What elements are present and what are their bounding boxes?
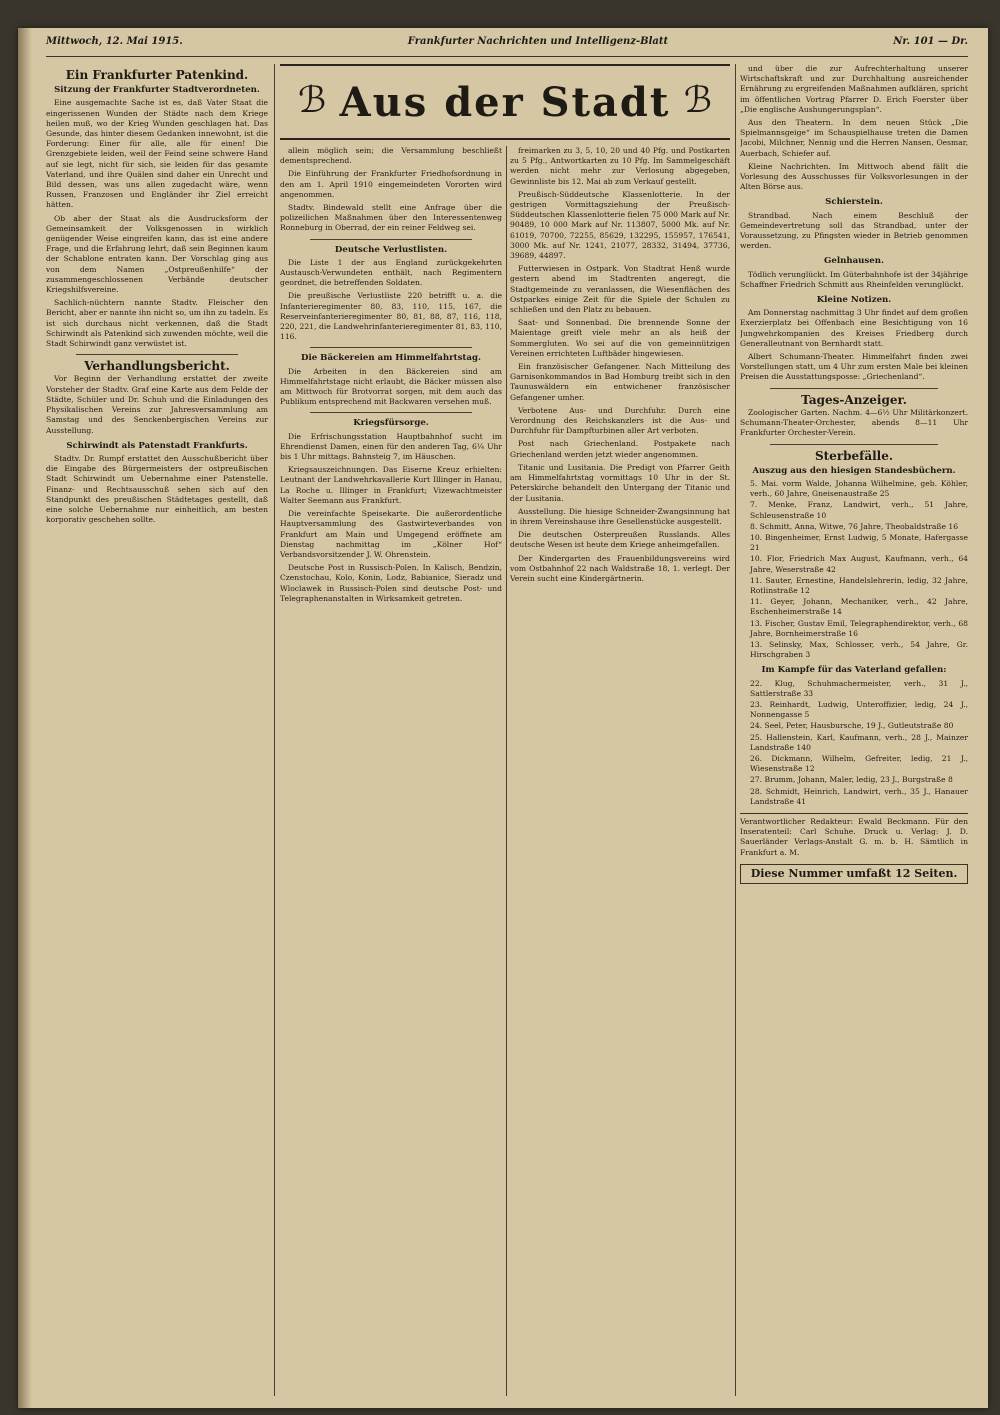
paragraph: Kleine Nachrichten. Im Mittwoch abend fällt die Vorlesung des Ausschusses für Volksvorlesungen in der Alten Börse aus. xyxy=(740,161,968,192)
ornament-icon: ℬ xyxy=(683,80,712,121)
paragraph: Stadtv. Dr. Rumpf erstattet den Ausschußbericht über die Eingabe des Bürgermeisters der ostpreußischen Stadt Schirwindt um Uebernahme einer Patenstelle. Finanz- und Rechtsausschuß sehen sich auf den Standpunkt des preußischen Städtetages gestellt, daß eine solche Uebernahme nur einheitlich, am besten korporativ geschehen sollte. xyxy=(46,453,268,525)
column-rule xyxy=(506,146,507,1396)
paragraph: Die Einführung der Frankfurter Friedhofsordnung in den am 1. April 1910 eingemeindeten Vororten wird angenommen. xyxy=(280,169,502,199)
paragraph: Ein französischer Gefangener. Nach Mitteilung des Garnisonkommandos in Bad Homburg treibt sich in den Taunuswäldern ein entwichener französischer Gefangener umher. xyxy=(510,362,730,402)
divider xyxy=(770,444,938,445)
paragraph: Ausstellung. Die hiesige Schneider-Zwangsinnung hat in ihrem Vereinshause ihre Gesellenstücke ausgestellt. xyxy=(510,506,730,526)
paragraph: und über die zur Aufrechterhaltung unserer Wirtschaftskraft und zur Durchhaltung ausreichender Ernährung zu ergreifenden Maßnahmen aufklären, spricht im öffentlichen Vortrag Pfarrer D. Erich Foerster über „Die englische Aushungerungsplan“. xyxy=(740,64,968,114)
article-subtitle: Sitzung der Frankfurter Stadtverordneten. xyxy=(54,85,260,96)
paragraph: Zoologischer Garten. Nachm. 4—6½ Uhr Militärkonzert. Schumann-Theater-Orchester, abends 8—11 Uhr Frankfurter Orchester-Verein. xyxy=(740,407,968,438)
divider xyxy=(310,412,472,413)
paragraph: Aus den Theatern. In dem neuen Stück „Die Spielmannsgeige“ im Schauspielhause treten die Damen Jacobi, Milchner, Nennig und die Herren Nansen, Oesmar, Auerbach, Schiefer auf. xyxy=(740,118,968,158)
article-title: Deutsche Verlustlisten. xyxy=(334,244,448,255)
paper-name: Frankfurter Nachrichten und Intelligenz-Blatt xyxy=(407,36,669,47)
column-4 xyxy=(740,64,968,1399)
column-3 xyxy=(510,146,730,1399)
paragraph: freimarken zu 3, 5, 10, 20 und 40 Pfg. und Postkarten zu 5 Pfg., Antwortkarten zu 10 Pfg. Im Sammelgeschäft werden nicht mehr zur Verlosung abgegeben, Gewinnliste bis 12. Mai ab zum Verkauf gestellt. xyxy=(510,146,730,186)
paragraph: Tödlich verunglückt. Im Güterbahnhofe ist der 34jährige Schaffner Friedrich Schmitt aus Rheinfelden verunglückt. xyxy=(740,269,968,289)
fallen-entry: 22. Klug, Schuhmachermeister, verh., 31 J., Sattlerstraße 33 xyxy=(750,678,968,698)
page-count-notice: Diese Nummer umfaßt 12 Seiten. xyxy=(740,864,968,884)
paragraph: Eine ausgemachte Sache ist es, daß Vater Staat die eingerissenen Wunden der Städte nach dem Kriege heilen muß, wo der Krieg Wunden geschlagen hat. Das Gesunde, das hinter diesem Gedanken innewohnt, ist die Forderung: Einer für alle, alle für einen! Die Grenzgebiete leiden, weil der Feind seine schwere Hand auf sie legt, nicht für sich, sie leiden für das gesamte Vaterland, und ihre Quälen sind daher ein Unrecht und Bild dessen, was uns allen zugedacht wäre, wenn Russen, Franzosen und Engländer ihr Ziel erreicht hätten. xyxy=(46,98,268,210)
issue-date: Mittwoch, 12. Mai 1915. xyxy=(46,36,183,47)
section-subheading: Auszug aus den hiesigen Standesbüchern. xyxy=(752,465,956,476)
section-heading: Gelnhausen. xyxy=(824,256,884,267)
issue-number: Nr. 101 — Dr. xyxy=(893,36,968,47)
section-heading: Kleine Notizen. xyxy=(816,295,892,306)
paragraph: Albert Schumann-Theater. Himmelfahrt finden zwei Vorstellungen statt, um 4 Uhr zum ersten Male bei kleinen Preisen die Ausstattungsposse: „Griechenland“. xyxy=(740,352,968,382)
paragraph: Strandbad. Nach einem Beschluß der Gemeindevertretung soll das Strandbad, unter der Voraussetzung, zu Pfingsten wieder in Betrieb genommen werden. xyxy=(740,210,968,251)
paragraph: Die deutschen Osterpreußen Russlands. Alles deutsche Wesen ist heute dem Kriege anheimgefallen. xyxy=(510,530,730,550)
divider xyxy=(310,347,472,348)
article-title: Die Bäckereien am Himmelfahrtstag. xyxy=(301,353,481,364)
running-header xyxy=(46,36,968,57)
article-subtitle: Schirwindt als Patenstadt Frankfurts. xyxy=(66,440,248,451)
section-masthead xyxy=(280,64,730,140)
death-entry: 5. Mai. vorm Walde, Johanna Wilhelmine, geb. Köhler, verh., 60 Jahre, Gneisenaustraße 25 xyxy=(750,478,968,499)
fallen-entry: 25. Hallenstein, Karl, Kaufmann, verh., 28 J., Mainzer Landstraße 140 xyxy=(750,732,968,752)
column-1 xyxy=(46,64,268,1399)
death-entry: 10. Flor, Friedrich Max August, Kaufmann, verh., 64 Jahre, Weserstraße 42 xyxy=(750,554,968,574)
column-rule xyxy=(274,64,275,1396)
fallen-entry: 27. Brumm, Johann, Maler, ledig, 23 J., Burgstraße 8 xyxy=(750,775,953,785)
paragraph: allein möglich sein; die Versammlung beschließt dementsprechend. xyxy=(280,146,502,166)
column-2 xyxy=(280,146,502,1399)
paragraph: Die preußische Verlustliste 220 betrifft u. a. die Infanterieregimenter 80, 83, 110, 115, 167, die Reserveinfanterieregimenter 80, 81, 88, 87, 116, 118, 220, 221, die Landwehrinfanterieregimenter 81, 83, 110, 116. xyxy=(280,291,502,342)
death-entry: 13. Selinsky, Max, Schlosser, verh., 54 Jahre, Gr. Hirschgraben 3 xyxy=(750,639,968,660)
death-entry: 13. Fischer, Gustav Emil, Telegraphendirektor, verh., 68 Jahre, Bornheimerstraße 16 xyxy=(750,618,968,638)
paragraph: Preußisch-Süddeutsche Klassenlotterie. In der gestrigen Vormittagsziehung der Preußisch-Süddeutschen Klassenlotterie fielen 75 000 Mark auf Nr. 90489, 10 000 Mark auf Nr. 113807, 5000 Mk. auf Nr. 61019, 70700, 72255, 85629, 132295, 155957, 176541, 3000 Mk. auf Nr. 1241, 21077, 28332, 31494, 37736, 39689, 44897. xyxy=(510,189,730,261)
paragraph: Post nach Griechenland. Postpakete nach Griechenland werden jetzt wieder angenommen. xyxy=(510,439,730,459)
paragraph: Der Kindergarten des Frauenbildungsvereins wird vom Ostbahnhof 22 nach Waldstraße 18, 1. verlegt. Der Verein sucht eine Kindergärtnerin. xyxy=(510,553,730,583)
paragraph: Saat- und Sonnenbad. Die brennende Sonne der Maientage greift viele mehr an als heiß der Sommergluten. Wo sei auf die von gemeinnützigen Vereinen errichteten Luftbäder hingewiesen. xyxy=(510,318,730,358)
section-heading: Tages-Anzeiger. xyxy=(801,392,907,407)
fallen-entry: 26. Dickmann, Wilhelm, Gefreiter, ledig, 21 J., Wiesenstraße 12 xyxy=(750,753,968,774)
article-title: Ein Frankfurter Patenkind. xyxy=(65,68,249,82)
divider xyxy=(76,354,238,355)
paragraph: Sachlich-nüchtern nannte Stadtv. Fleischer den Bericht, aber er nannte ihn nicht so, um ihn zu tadeln. Es ist sich durchaus nicht verkennen, daß die Stadt Schirwindt als Patenkind sich zuwenden möchte, weil die Stadt Schirwindt ganz verwüstet ist. xyxy=(46,298,268,349)
newspaper-page xyxy=(18,28,988,1408)
paragraph: Die Erfrischungsstation Hauptbahnhof sucht im Ehrendienst Damen, einen für den anderen Tag, 6¼ Uhr bis 1 Uhr mittags. Bahnsteig 7, im Häuschen. xyxy=(280,431,502,462)
paragraph: Futterwiesen in Ostpark. Von Stadtrat Henß wurde gestern abend im Stadtrenten angeregt, die Stadtgemeinde zu veranlassen, die Wiesenflächen des Ostparkes einige Zeit für die Spiele der Schulen zu schließen und den Platz zu bebauen. xyxy=(510,264,730,315)
section-title: Aus der Stadt xyxy=(339,78,671,126)
paragraph: Ob aber der Staat als die Ausdrucksform der Gemeinsamkeit der Volksgenossen in wirklich genügender Weise eingreifen kann, das ist eine andere Frage, und die Erfahrung lehrt, daß sein Beginnen kaum der Schablone entraten kann. Der Vorschlag ging aus von dem Namen „Ostpreußenhilfe“ der zusammengeschlossenen Verbände deutscher Kriegshilfsvereine. xyxy=(46,213,268,295)
paragraph: Verbotene Aus- und Durchfuhr. Durch eine Verordnung des Reichskanzlers ist die Aus- und Durchfuhr für Dampfturbinen aller Art verboten. xyxy=(510,405,730,436)
paragraph: Titanic und Lusitania. Die Predigt von Pfarrer Geith am Himmelfahrtstag vormittags 10 Uhr in der St. Peterskirche behandelt den Untergang der Titanic und der Lusitania. xyxy=(510,462,730,503)
paragraph: Die Liste 1 der aus England zurückgekehrten Austausch-Verwundeten enthält, nach Regimentern geordnet, die betreffenden Soldaten. xyxy=(280,257,502,288)
paragraph: Die vereinfachte Speisekarte. Die außerordentliche Hauptversammlung des Gastwirteverbandes von Frankfurt am Main und Umgegend eröffnete am Dienstag nachmittag im „Kölner Hof“ Verbandsvorsitzender J. W. Ohrenstein. xyxy=(280,509,502,559)
death-entry: 11. Geyer, Johann, Mechaniker, verh., 42 Jahre, Eschenheimerstraße 14 xyxy=(750,597,968,617)
column-rule xyxy=(735,64,736,1396)
death-entry: 7. Menke, Franz, Landwirt, verh., 51 Jahre, Schleusenstraße 10 xyxy=(750,500,968,520)
section-heading: Sterbefälle. xyxy=(814,448,894,463)
divider xyxy=(770,388,938,389)
article-title: Verhandlungsbericht. xyxy=(84,359,230,374)
article-title: Kriegsfürsorge. xyxy=(353,418,429,429)
fallen-entry: 24. Seel, Peter, Hausbursche, 19 J., Gutleutstraße 80 xyxy=(750,721,954,731)
paragraph: Am Donnerstag nachmittag 3 Uhr findet auf dem großen Exerzierplatz bei Offenbach eine Besichtigung von 16 Jungwehrkompanien des Kreises Friedberg durch Generalleutnant von Bernhardt statt. xyxy=(740,308,968,348)
death-entry: 10. Bingenheimer, Ernst Ludwig, 5 Monate, Hafergasse 21 xyxy=(750,532,968,553)
paragraph: Deutsche Post in Russisch-Polen. In Kalisch, Bendzin, Czenstochau, Kolo, Konin, Lodz, Babianice, Sieradz und Wloclawek in Russisch-Polen sind deutsche Post- und Telegraphenanstalten in Wirksamkeit getreten. xyxy=(280,563,502,603)
fallen-entry: 28. Schmidt, Heinrich, Landwirt, verh., 35 J., Hanauer Landstraße 41 xyxy=(750,786,968,806)
paragraph: Kriegsauszeichnungen. Das Eiserne Kreuz erhielten: Leutnant der Landwehrkavallerie Kurt Illinger in Hanau, La Roche u. Illinger in Frankfurt; Vizewachtmeister Walter Seemann aus Frankfurt. xyxy=(280,465,502,505)
paragraph: Die Arbeiten in den Bäckereien sind am Himmelfahrtstage nicht erlaubt, die Bäcker müssen also am Mittwoch für Brotvorrat sorgen, mit dem auch das Publikum entsprechend mit Backwaren versehen muß. xyxy=(280,366,502,407)
section-subheading: Im Kampfe für das Vaterland gefallen: xyxy=(761,665,947,676)
divider xyxy=(310,239,472,240)
fallen-entry: 23. Reinhardt, Ludwig, Unteroffizier, ledig, 24 J., Nonnengasse 5 xyxy=(750,699,968,720)
death-entry: 8. Schmitt, Anna, Witwe, 76 Jahre, Theobaldstraße 16 xyxy=(750,521,959,531)
imprint: Verantwortlicher Redakteur: Ewald Beckmann. Für den Inseratenteil: Carl Schuhe. Druck u. Verlag: J. D. Sauerländer Verlags-Anstalt G. m. b. H. Sämtlich in Frankfurt a. M. xyxy=(740,813,968,858)
ornament-icon: ℬ xyxy=(298,80,327,121)
paragraph: Vor Beginn der Verhandlung erstattet der zweite Vorsteher der Stadtv. Graf eine Karte aus dem Felde der Städte, Schüler und Dr. Schuh und die Einladungen des Physikalischen Vereins zur Jahresversammlung am Samstag und des Senckenbergischen Vereins zur Ausstellung. xyxy=(46,374,268,435)
paragraph: Stadtv. Bindewald stellt eine Anfrage über die polizeilichen Maßnahmen über den Interessentenweg Ronneburg in Oberrad, der ein reiner Feldweg sei. xyxy=(280,203,502,233)
death-entry: 11. Sauter, Ernestine, Handelslehrerin, ledig, 32 Jahre, Rotlinstraße 12 xyxy=(750,575,968,595)
section-heading: Schierstein. xyxy=(825,197,883,208)
